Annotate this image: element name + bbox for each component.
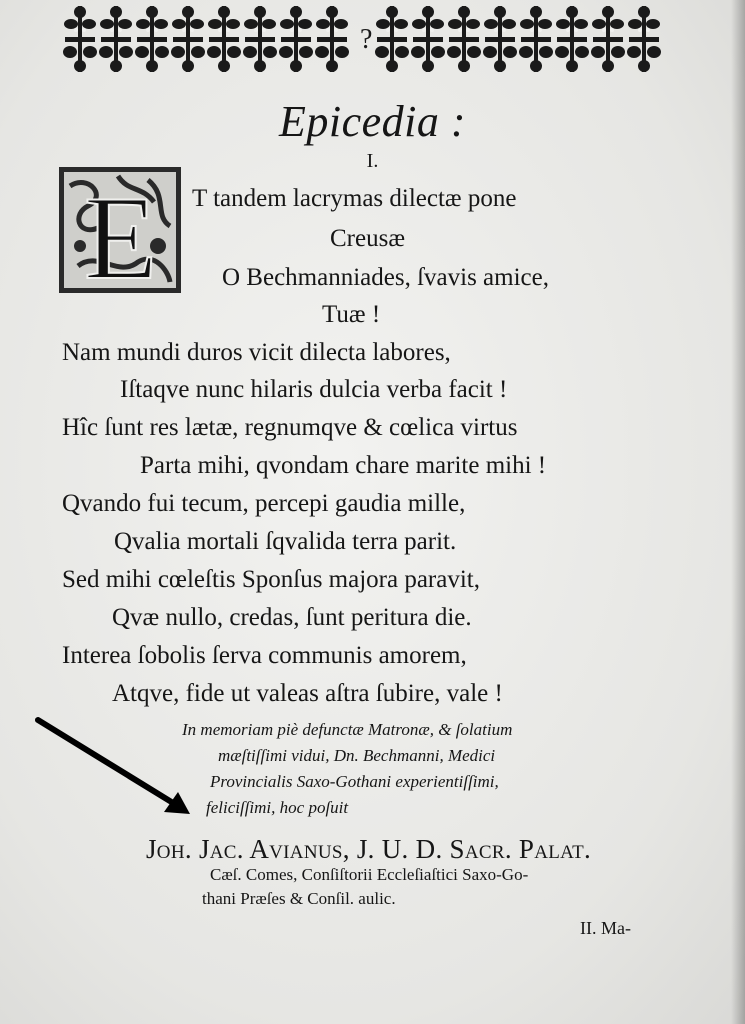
poem-line: Creusæ <box>330 225 405 252</box>
initial-letter: E <box>84 171 158 294</box>
signature-line: thani Præſes & Conſil. aulic. <box>202 889 396 908</box>
signature-name: Joh. Jac. Avianus, J. U. D. Sacr. Palat. <box>146 834 592 864</box>
poem-line: Tuæ ! <box>322 301 381 328</box>
poem-line: Qvando fui tecum, percepi gaudia mille, <box>62 490 466 517</box>
dedication-line: mæſtiſſimi vidui, Dn. Bechmanni, Medici <box>218 746 496 765</box>
catchword: II. Ma- <box>580 918 631 938</box>
poem-first-line: T tandem lacrymas dilectæ pone <box>192 185 517 212</box>
poem-line: Iſtaqve nunc hilaris dulcia verba facit ! <box>120 376 508 403</box>
signature-line: Cæſ. Comes, Conſiſtorii Eccleſiaſtici Saxo-Go- <box>210 865 529 884</box>
dedication-line: In memoriam piè defunctæ Matronæ, & ſolatium <box>182 720 513 739</box>
poem-numeral: I. <box>366 150 379 172</box>
poem-line: Hîc ſunt res lætæ, regnumqve & cœlica virtus <box>62 414 518 441</box>
poem-line: Nam mundi duros vicit dilecta labores, <box>62 339 451 366</box>
page-title: Epicedia : <box>278 97 467 146</box>
poem-line: Interea ſobolis ſerva communis amorem, <box>62 642 467 669</box>
poem-line: Qvæ nullo, credas, ſunt peritura die. <box>112 604 472 631</box>
dedication-line: Provincialis Saxo-Gothani experientiſſimi, <box>210 772 499 791</box>
dedication-line: feliciſſimi, hoc poſuit <box>206 798 349 817</box>
decorated-initial-icon <box>58 166 182 294</box>
arrow-icon <box>30 712 200 822</box>
poem-line: Qvalia mortali ſqvalida terra parit. <box>114 528 457 555</box>
poem-line: Atqve, fide ut valeas aſtra ſubire, vale ! <box>112 680 503 707</box>
poem-line: Sed mihi cœleſtis Sponſus majora paravit, <box>62 566 480 593</box>
ornament-middle: ? <box>360 24 373 55</box>
poem-line: O Bechmanniades, ſvavis amice, <box>222 264 549 291</box>
poem-line: Parta mihi, qvondam chare marite mihi ! <box>140 452 547 479</box>
fleur-ornament-icon <box>62 4 662 76</box>
